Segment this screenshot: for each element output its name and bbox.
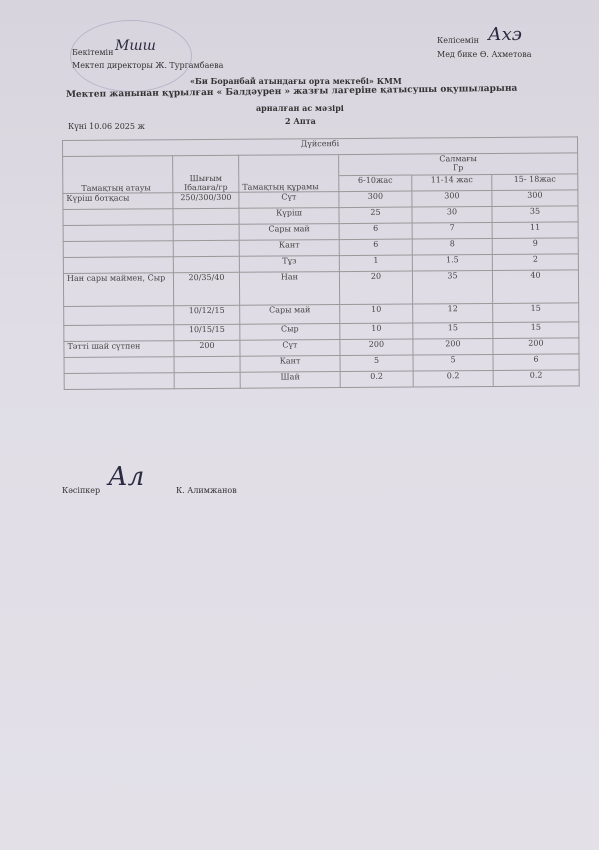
table-row — [64, 370, 579, 390]
date-label: Күні — [68, 122, 87, 131]
director-signature: Мшш — [115, 38, 156, 54]
weight-6-10: 6 — [339, 223, 412, 240]
weight-6-10: 200 — [340, 339, 413, 356]
weight-15-18: 15 — [493, 322, 579, 339]
weight-11-14: 15 — [413, 322, 493, 339]
date-line — [68, 122, 145, 131]
dish-name — [64, 325, 174, 342]
yield-value: 10/15/15 — [174, 324, 240, 340]
yield-value — [173, 240, 239, 256]
nurse-line: Мед бике Ө. Ахметова — [437, 50, 532, 59]
yield-value — [174, 372, 240, 388]
weight-6-10: 300 — [339, 191, 412, 208]
ingredient: Сары май — [240, 305, 340, 325]
ingredient: Сыр — [240, 324, 340, 341]
weight-6-10: 20 — [339, 271, 412, 305]
weight-6-10: 10 — [340, 304, 413, 324]
weight-6-10: 5 — [340, 355, 413, 372]
weight-15-18: 40 — [492, 270, 578, 304]
col-yield-header: Шығым Ібалаға/гр — [173, 155, 239, 192]
title-line-1: Мектеп жанынан құрылған « Балдәурен » жазғы лагеріне қатысушы оқушыларына — [66, 83, 518, 100]
dish-name — [63, 209, 173, 226]
menu-table — [62, 136, 580, 390]
weight-15-18: 200 — [493, 338, 579, 355]
entrepreneur-label: Кәсіпкер — [62, 486, 101, 495]
age-group-1: 6-10жас — [339, 175, 412, 192]
age-group-3: 15- 18жас — [492, 174, 578, 191]
dish-name — [64, 373, 174, 390]
ingredient: Кант — [239, 240, 339, 257]
yield-value — [174, 356, 240, 372]
approved-label: Бекітемін — [72, 48, 114, 57]
ingredient: Сүт — [239, 192, 339, 209]
entrepreneur-signature: Ал — [108, 462, 145, 492]
col-weight-header: Салмағы Гр — [339, 153, 578, 176]
dish-name — [63, 225, 173, 242]
table-row — [63, 270, 578, 307]
week-label: 2 Апта — [285, 116, 316, 126]
col-name-header: Тамақтың атауы — [63, 156, 173, 194]
agreed-label: Келісемін — [437, 36, 479, 45]
dish-name — [64, 306, 174, 326]
day-header: Дүйсенбі — [63, 137, 578, 157]
weight-15-18: 9 — [492, 238, 578, 255]
ingredient: Нан — [239, 272, 339, 306]
weight-15-18: 300 — [492, 190, 578, 207]
ingredient: Кант — [240, 356, 340, 373]
weight-11-14: 0.2 — [413, 370, 493, 387]
ingredient: Сары май — [239, 224, 339, 241]
weight-15-18: 35 — [492, 206, 578, 223]
age-group-2: 11-14 жас — [412, 175, 492, 192]
yield-value: 250/300/300 — [173, 192, 239, 208]
weight-15-18: 11 — [492, 222, 578, 239]
weight-15-18: 6 — [493, 354, 579, 371]
weight-6-10: 1 — [339, 255, 412, 272]
weight-6-10: 6 — [339, 239, 412, 256]
yield-value: 10/12/15 — [174, 305, 240, 324]
entrepreneur-name: К. Алимжанов — [176, 486, 237, 495]
menu-body — [63, 190, 579, 390]
dish-name — [64, 357, 174, 374]
weight-11-14: 12 — [413, 303, 493, 323]
dish-name: Нан сары маймен, Сыр — [63, 273, 173, 307]
weight-15-18: 2 — [492, 254, 578, 271]
weight-6-10: 10 — [340, 323, 413, 340]
ingredient: Шай — [240, 372, 340, 389]
dish-name: Күріш ботқасы — [63, 193, 173, 210]
yield-value — [173, 208, 239, 224]
weight-11-14: 7 — [412, 222, 492, 239]
weight-11-14: 200 — [413, 338, 493, 355]
school-title: «Би Боранбай атындағы орта мектебі» КММ — [190, 76, 402, 86]
title-line-2: арналған ас мәзірі — [256, 103, 344, 113]
ingredient: Сүт — [240, 340, 340, 357]
nurse-signature: Ахэ — [488, 24, 522, 45]
yield-value — [173, 224, 239, 240]
ingredient: Тұз — [239, 256, 339, 273]
weight-15-18: 15 — [493, 303, 579, 323]
weight-6-10: 0.2 — [340, 371, 413, 388]
yield-value: 200 — [174, 340, 240, 356]
weight-11-14: 1.5 — [412, 254, 492, 271]
weight-6-10: 25 — [339, 207, 412, 224]
weight-11-14: 5 — [413, 354, 493, 371]
weight-11-14: 30 — [412, 206, 492, 223]
yield-value — [173, 256, 239, 272]
col-comp-header: Тамақтың құрамы — [239, 155, 339, 193]
weight-11-14: 35 — [412, 270, 492, 304]
date-value: 10.06 2025 ж — [89, 122, 145, 131]
yield-value: 20/35/40 — [173, 272, 239, 305]
director-line: Мектеп директоры Ж. Тургамбаева — [72, 61, 224, 70]
weight-11-14: 8 — [412, 238, 492, 255]
dish-name: Тәтті шай сүтпен — [64, 341, 174, 358]
ingredient: Күріш — [239, 208, 339, 225]
weight-11-14: 300 — [412, 191, 492, 208]
dish-name — [63, 257, 173, 274]
dish-name — [63, 241, 173, 258]
weight-15-18: 0.2 — [493, 370, 579, 387]
